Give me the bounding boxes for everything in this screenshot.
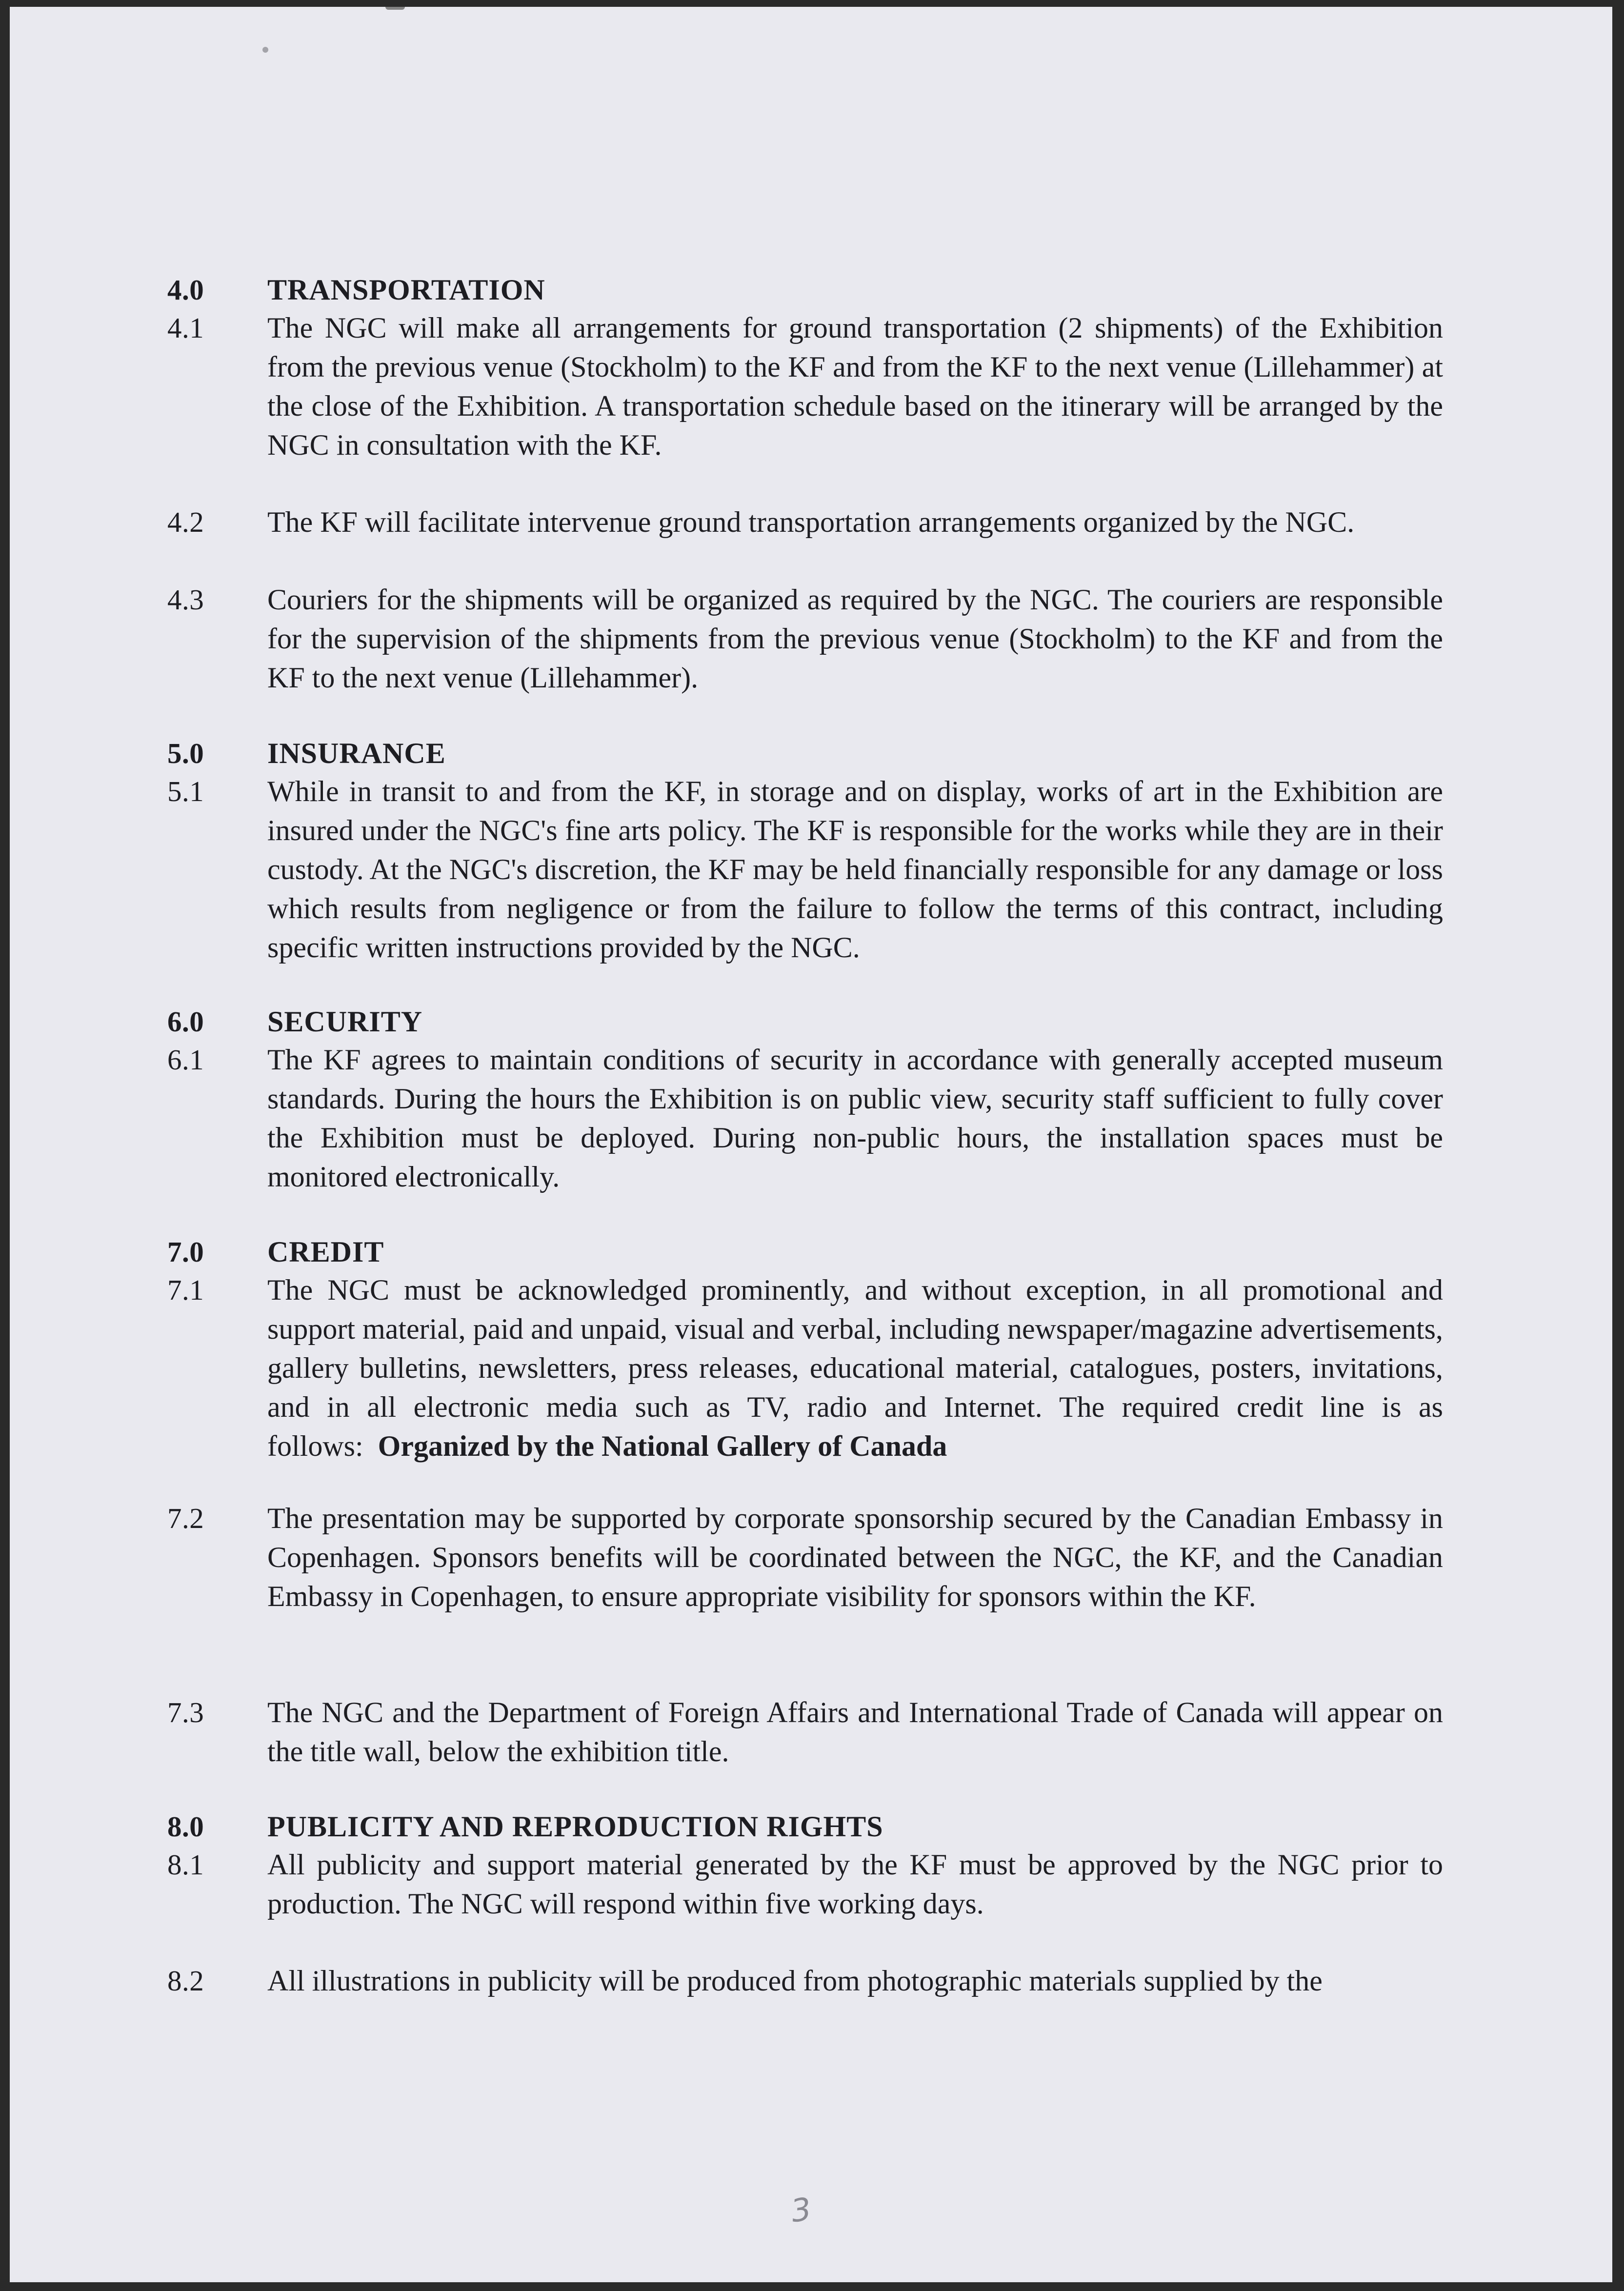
clause-number: 7.3 bbox=[167, 1696, 204, 1728]
clause-number: 4.1 bbox=[167, 312, 204, 344]
clause-text: All illustrations in publicity will be produced from photographic materials supplied by the bbox=[267, 1965, 1323, 1997]
clause-text: All publicity and support material generated by the KF must be approved by the NGC prior to production. The NGC will respond within five working days. bbox=[267, 1849, 1443, 1920]
section-number: 7.0 bbox=[167, 1236, 204, 1268]
clause-number: 7.2 bbox=[167, 1502, 204, 1534]
clause-number: 8.2 bbox=[167, 1965, 204, 1997]
clause-text bbox=[267, 1270, 1443, 1466]
clause-number: 8.1 bbox=[167, 1849, 204, 1881]
clause-number: 4.3 bbox=[167, 583, 204, 616]
clause-text: The KF will facilitate intervenue ground transportation arrangements organized by the NGC. bbox=[267, 506, 1355, 538]
clause-number: 5.1 bbox=[167, 775, 204, 807]
clause-text: While in transit to and from the KF, in storage and on display, works of art in the Exhibition are insured under the NGC's fine arts policy. The KF is responsible for the works while they are in their custody. At the NGC's discretion, the KF may be held financially responsible for any damage or loss which results from negligence or from the failure to follow the terms of this contract, including specific written instructions provided by the NGC. bbox=[267, 775, 1443, 964]
clause-number: 7.1 bbox=[167, 1274, 204, 1306]
clause-text: The KF agrees to maintain conditions of security in accordance with generally accepted museum standards. During the hours the Exhibition is on public view, security staff sufficient to fully cover the Exhibition must be deployed. During non-public hours, the installation spaces must be monitored electronically. bbox=[267, 1044, 1443, 1193]
section-number: 4.0 bbox=[167, 274, 204, 306]
scan-speck bbox=[262, 47, 268, 53]
clause-number: 4.2 bbox=[167, 506, 204, 538]
section-number: 5.0 bbox=[167, 737, 204, 769]
clause-text: Couriers for the shipments will be organized as required by the NGC. The couriers are responsible for the supervision of the shipments from the previous venue (Stockholm) to the KF and from the KF to the next venue (Lillehammer). bbox=[267, 583, 1443, 694]
clause-text: The NGC and the Department of Foreign Affairs and International Trade of Canada will appear on the title wall, below the exhibition title. bbox=[267, 1696, 1443, 1768]
section-number: 6.0 bbox=[167, 1005, 204, 1038]
section-title: PUBLICITY AND REPRODUCTION RIGHTS bbox=[267, 1810, 883, 1843]
section-number: 8.0 bbox=[167, 1810, 204, 1843]
section-title: CREDIT bbox=[267, 1236, 384, 1268]
scan-artifact bbox=[385, 7, 405, 10]
clause-text: The NGC will make all arrangements for ground transportation (2 shipments) of the Exhibition from the previous venue (Stockholm) to the KF and from the KF to the next venue (Lillehammer) at the close of the Exhibition. A transportation schedule based on the itinerary will be arranged by the NGC in consultation with the KF. bbox=[267, 312, 1443, 461]
section-title: SECURITY bbox=[267, 1005, 423, 1038]
clause-number: 6.1 bbox=[167, 1044, 204, 1076]
required-credit-line: Organized by the National Gallery of Canada bbox=[378, 1430, 947, 1462]
handwritten-page-number: 3 bbox=[789, 2191, 814, 2230]
section-title: INSURANCE bbox=[267, 737, 446, 769]
clause-text: The presentation may be supported by corporate sponsorship secured by the Canadian Embassy in Copenhagen. Sponsors benefits will be coordinated between the NGC, the KF, and the Canadian Embassy in Copenhagen, to ensure appropriate visibility for sponsors within the KF. bbox=[267, 1502, 1443, 1612]
document-page bbox=[10, 7, 1612, 2282]
section-title: TRANSPORTATION bbox=[267, 274, 545, 306]
clause-body: The NGC must be acknowledged prominently, and without exception, in all promotional and support material, paid and unpaid, visual and verbal, including newspaper/magazine advertisements, gallery bulletins, newsletters, press releases, educational material, catalogues, posters, invitations, and in all electronic media such as TV, radio and Internet. The required credit line is as follows: bbox=[267, 1274, 1443, 1462]
